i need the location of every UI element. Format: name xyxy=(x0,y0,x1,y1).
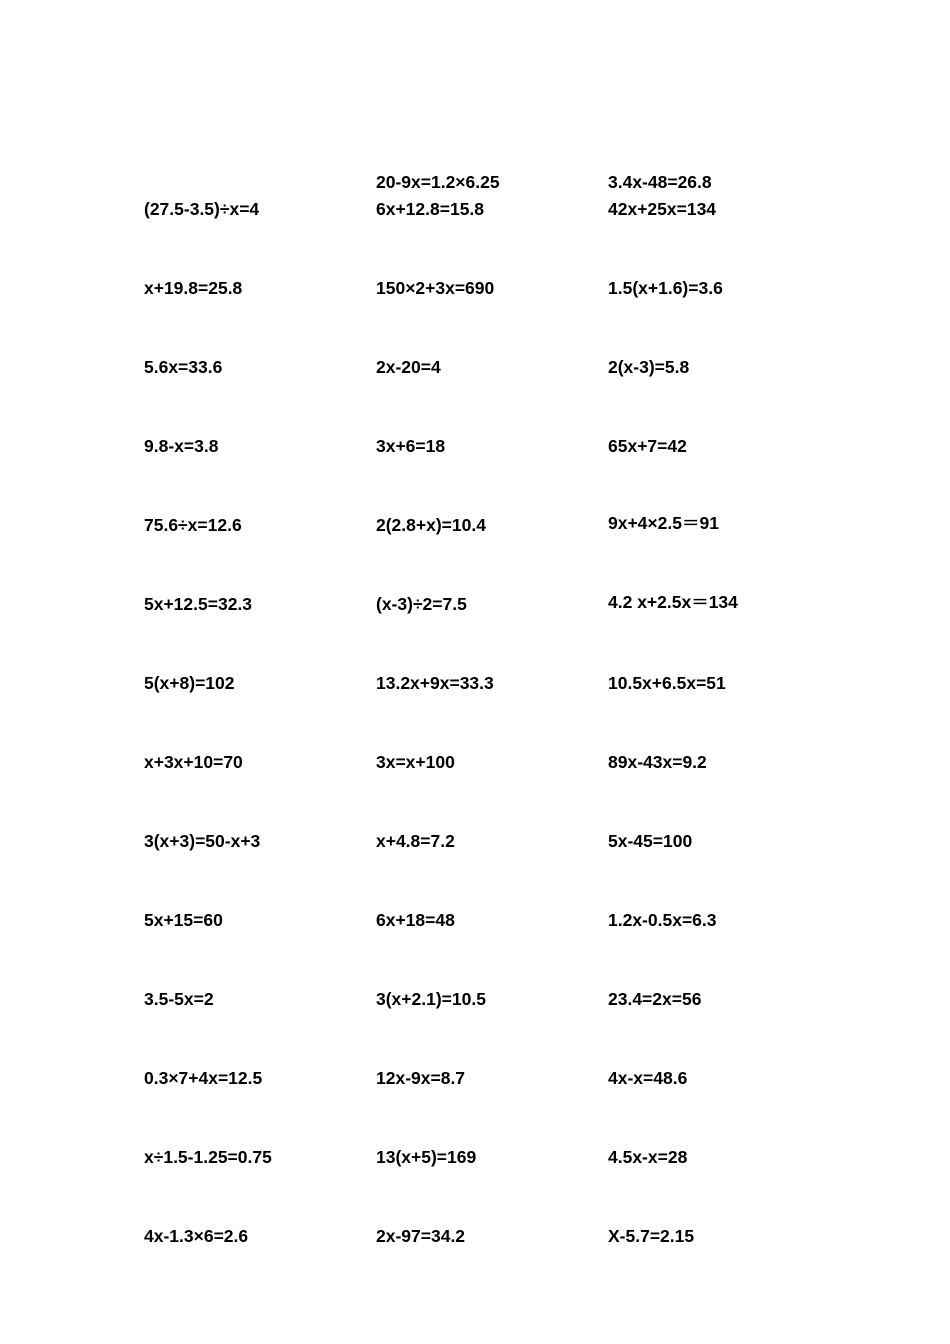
equation: 65x+7=42 xyxy=(608,436,687,456)
equation: X-5.7=2.15 xyxy=(608,1226,695,1246)
equation: 2(2.8+x)=10.4 xyxy=(376,515,486,535)
equation: 9x+4×2.5＝91 xyxy=(608,513,719,533)
equation: (27.5-3.5)÷x=4 xyxy=(144,199,260,219)
equation: 4x-1.3×6=2.6 xyxy=(144,1226,249,1246)
equation: 1.2x-0.5x=6.3 xyxy=(608,910,717,930)
equation: (x-3)÷2=7.5 xyxy=(376,594,467,614)
equation: 3(x+2.1)=10.5 xyxy=(376,989,486,1009)
equation: 9.8-x=3.8 xyxy=(144,436,219,456)
equation: 2(x-3)=5.8 xyxy=(608,357,690,377)
equation: 4x-x=48.6 xyxy=(608,1068,688,1088)
equation: 75.6÷x=12.6 xyxy=(144,515,242,535)
equation: 5x-45=100 xyxy=(608,831,693,851)
equation: 3x+6=18 xyxy=(376,436,446,456)
equation: 10.5x+6.5x=51 xyxy=(608,673,726,693)
equation: 42x+25x=134 xyxy=(608,199,717,219)
equation: 2x-20=4 xyxy=(376,357,441,377)
equation: x+3x+10=70 xyxy=(144,752,243,772)
equation: 3(x+3)=50-x+3 xyxy=(144,831,261,851)
equation: 89x-43x=9.2 xyxy=(608,752,707,772)
equation: x+19.8=25.8 xyxy=(144,278,243,298)
equation: 4.5x-x=28 xyxy=(608,1147,688,1167)
equation: 2x-97=34.2 xyxy=(376,1226,466,1246)
equation: 12x-9x=8.7 xyxy=(376,1068,466,1088)
equation: 3.5-5x=2 xyxy=(144,989,214,1009)
equation: x+4.8=7.2 xyxy=(376,831,455,851)
equation: 4.2 x+2.5x＝134 xyxy=(608,592,738,612)
equation: 6x+12.8=15.8 xyxy=(376,199,485,219)
equation: 20-9x=1.2×6.25 xyxy=(376,172,500,192)
equation: 23.4=2x=56 xyxy=(608,989,702,1009)
equation: 13.2x+9x=33.3 xyxy=(376,673,494,693)
equation: 3x=x+100 xyxy=(376,752,455,772)
equation: 0.3×7+4x=12.5 xyxy=(144,1068,263,1088)
equation: x÷1.5-1.25=0.75 xyxy=(144,1147,272,1167)
equation: 3.4x-48=26.8 xyxy=(608,172,712,192)
equation: 13(x+5)=169 xyxy=(376,1147,477,1167)
equation: 1.5(x+1.6)=3.6 xyxy=(608,278,723,298)
equation: 150×2+3x=690 xyxy=(376,278,495,298)
equation: 5x+12.5=32.3 xyxy=(144,594,253,614)
equation: 5.6x=33.6 xyxy=(144,357,223,377)
equation: 6x+18=48 xyxy=(376,910,455,930)
equation: 5(x+8)=102 xyxy=(144,673,235,693)
equation: 5x+15=60 xyxy=(144,910,223,930)
